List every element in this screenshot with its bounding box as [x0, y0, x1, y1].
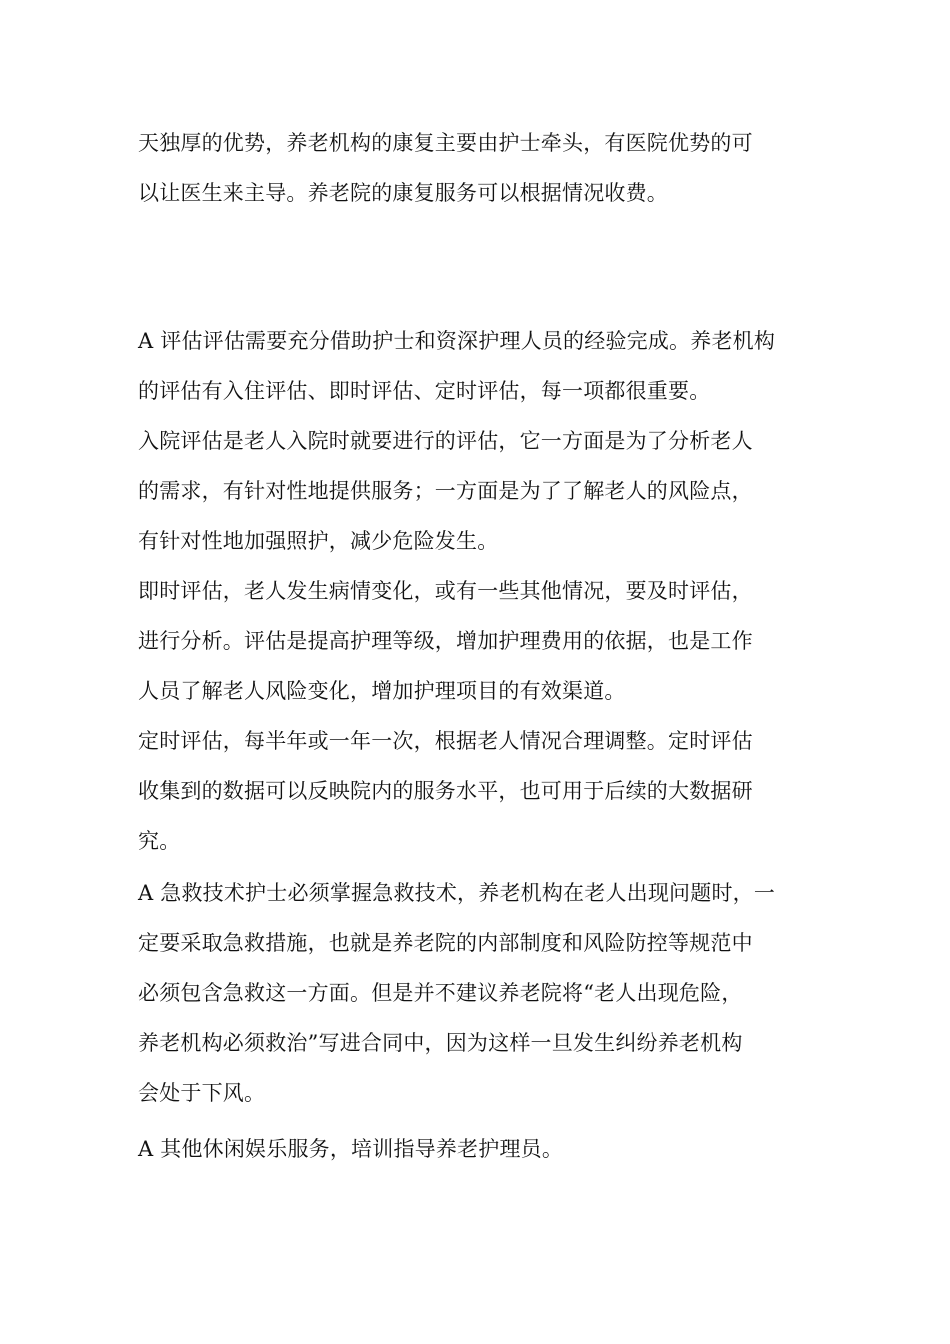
text-line: 定时评估，每半年或一年一次，根据老人情况合理调整。定时评估: [138, 729, 753, 753]
text-line: 收集到的数据可以反映院内的服务水平，也可用于后续的大数据研: [138, 779, 753, 803]
text-line: 必须包含急救这一方面。但是并不建议养老院将“老人出现危险，: [138, 981, 743, 1005]
text-line: 入院评估是老人入院时就要进行的评估，它一方面是为了分析老人: [138, 429, 753, 453]
text-line: 有针对性地加强照护，减少危险发生。: [138, 529, 499, 553]
text-line: 人员了解老人风险变化，增加护理项目的有效渠道。: [138, 679, 626, 703]
text-line: 进行分析。评估是提高护理等级，增加护理费用的依据，也是工作: [138, 629, 753, 653]
text-line: 会处于下风。: [138, 1081, 266, 1105]
text-line: 即时评估，老人发生病情变化，或有一些其他情况，要及时评估，: [138, 579, 753, 603]
text-line: 以让医生来主导。养老院的康复服务可以根据情况收费。: [138, 181, 668, 205]
text-line: 的需求，有针对性地提供服务；一方面是为了了解老人的风险点，: [138, 479, 753, 503]
text-line: 定要采取急救措施，也就是养老院的内部制度和风险防控等规范中: [138, 931, 753, 955]
text-line: 究。: [138, 829, 181, 853]
text-line: A 其他休闲娱乐服务，培训指导养老护理员。: [138, 1137, 564, 1161]
text-line: A 急救技术护士必须掌握急救技术，养老机构在老人出现问题时，一: [138, 881, 776, 905]
text-line: A 评估评估需要充分借助护士和资深护理人员的经验完成。养老机构: [138, 329, 776, 353]
text-line: 养老机构必须救治”写进合同中，因为这样一旦发生纠纷养老机构: [138, 1031, 743, 1055]
text-line: 天独厚的优势，养老机构的康复主要由护士牵头，有医院优势的可: [138, 131, 753, 155]
text-line: 的评估有入住评估、即时评估、定时评估，每一项都很重要。: [138, 379, 711, 403]
